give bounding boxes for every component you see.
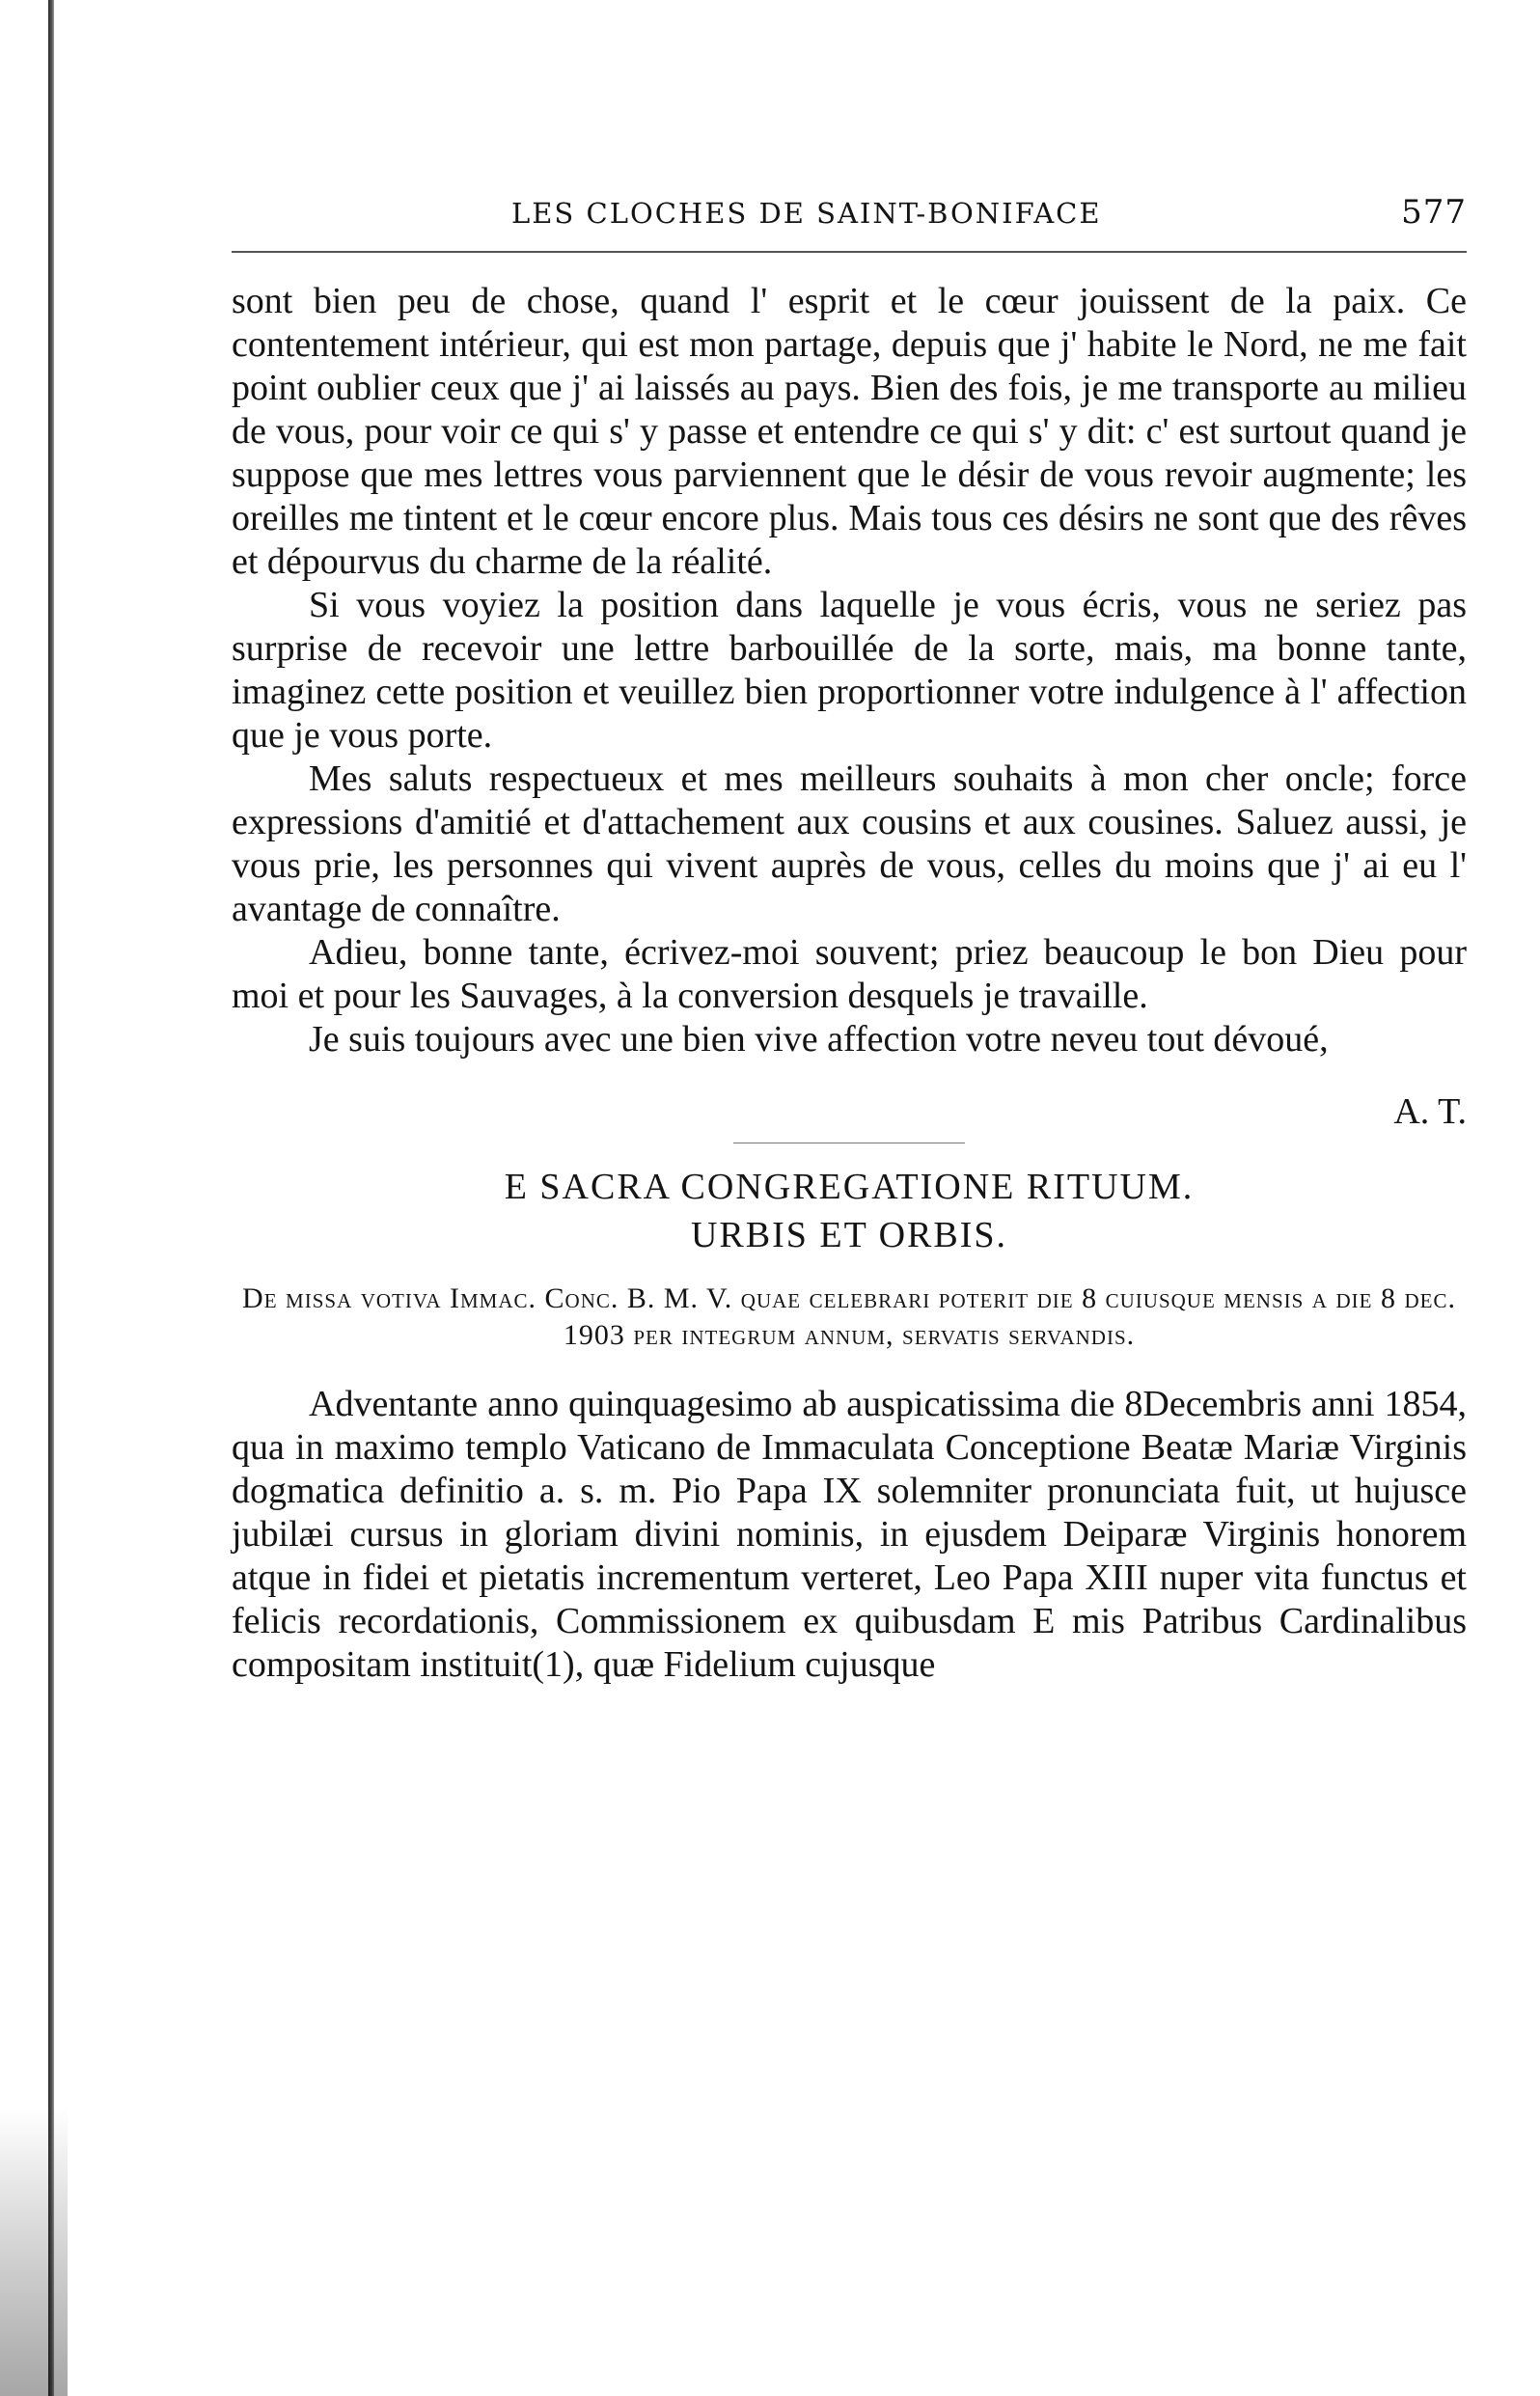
- decree-body: Adventante anno quinquagesimo ab auspicatissima die 8Decembris anni 1854, qua in maximo templo Vaticano de Immaculata Conceptione Beatæ Mariæ Virginis dogmatica definitio a. s. m. Pio Papa IX solemniter pronunciata fuit, ut hujusce jubilæi cursus in gloriam divini nominis, in ejusdem Deiparæ Virginis honorem atque in fidei et pietatis incrementum verteret, Leo Papa XIII nuper vita functus et felicis recordationis, Commissionem ex quibusdam E mis Patribus Cardinalibus compositam instituit(1), quæ Fidelium cujusque: [232, 1384, 1467, 1685]
- letter-signature: A. T.: [1393, 1091, 1467, 1132]
- decree-title-line-2: URBIS ET ORBIS.: [690, 1215, 1008, 1255]
- decree-subtitle: De missa votiva Immac. Conc. B. M. V. quae celebrari poterit die 8 cuiusque mensis a die 8 dec. 1903 per integrum annum, servatis servandis.: [242, 1282, 1456, 1351]
- letter-paragraph-1: sont bien peu de chose, quand l' esprit et le cœur jouissent de la paix. Ce contentement intérieur, qui est mon partage, depuis que j' habite le Nord, ne me fait point oublier ceux que j' ai laissés au pays. Bien des fois, je me transporte au milieu de vous, pour voir ce qui s' y passe et entendre ce qui s' y dit: c' est surtout quand je suppose que mes lettres vous parviennent que le désir de vous revoir augmente; les oreilles me tintent et le cœur encore plus. Mais tous ces désirs ne sont que des rêves et dépourvus du charme de la réalité.: [232, 281, 1467, 582]
- gutter-shadow: [0, 2107, 68, 2396]
- running-head: [232, 193, 1467, 232]
- letter-paragraph-2: Si vous voyiez la position dans laquelle je vous écris, vous ne seriez pas surprise de recevoir une lettre barbouillée de la sorte, mais, ma bonne tante, imaginez cette position et veuillez bien proportionner votre indulgence à l' affection que je vous porte.: [232, 585, 1467, 756]
- header-rule: [232, 251, 1467, 253]
- book-spine: [48, 0, 54, 2396]
- letter-paragraph-3: Mes saluts respectueux et mes meilleurs souhaits à mon cher oncle; force expressions d'amitié et d'attachement aux cousins et aux cousines. Saluez aussi, je vous prie, les personnes qui vivent auprès de vous, celles du moins que j' ai eu l' avantage de connaître.: [232, 758, 1467, 929]
- letter-paragraph-5: Je suis toujours avec une bien vive affection votre neveu tout dévoué,: [309, 1019, 1329, 1060]
- decree-title: [232, 1163, 1467, 1259]
- letter-body: [232, 280, 1467, 1061]
- page-number: 577: [1401, 193, 1467, 232]
- decree-title-line-1: E SACRA CONGREGATIONE RITUUM.: [504, 1167, 1195, 1207]
- page: [232, 193, 1467, 1687]
- letter-paragraph-4: Adieu, bonne tante, écrivez-moi souvent; priez beaucoup le bon Dieu pour moi et pour les Sauvages, à la conversion desquels je travaille.: [232, 932, 1467, 1016]
- running-title: LES CLOCHES DE SAINT-BONIFACE: [511, 197, 1102, 230]
